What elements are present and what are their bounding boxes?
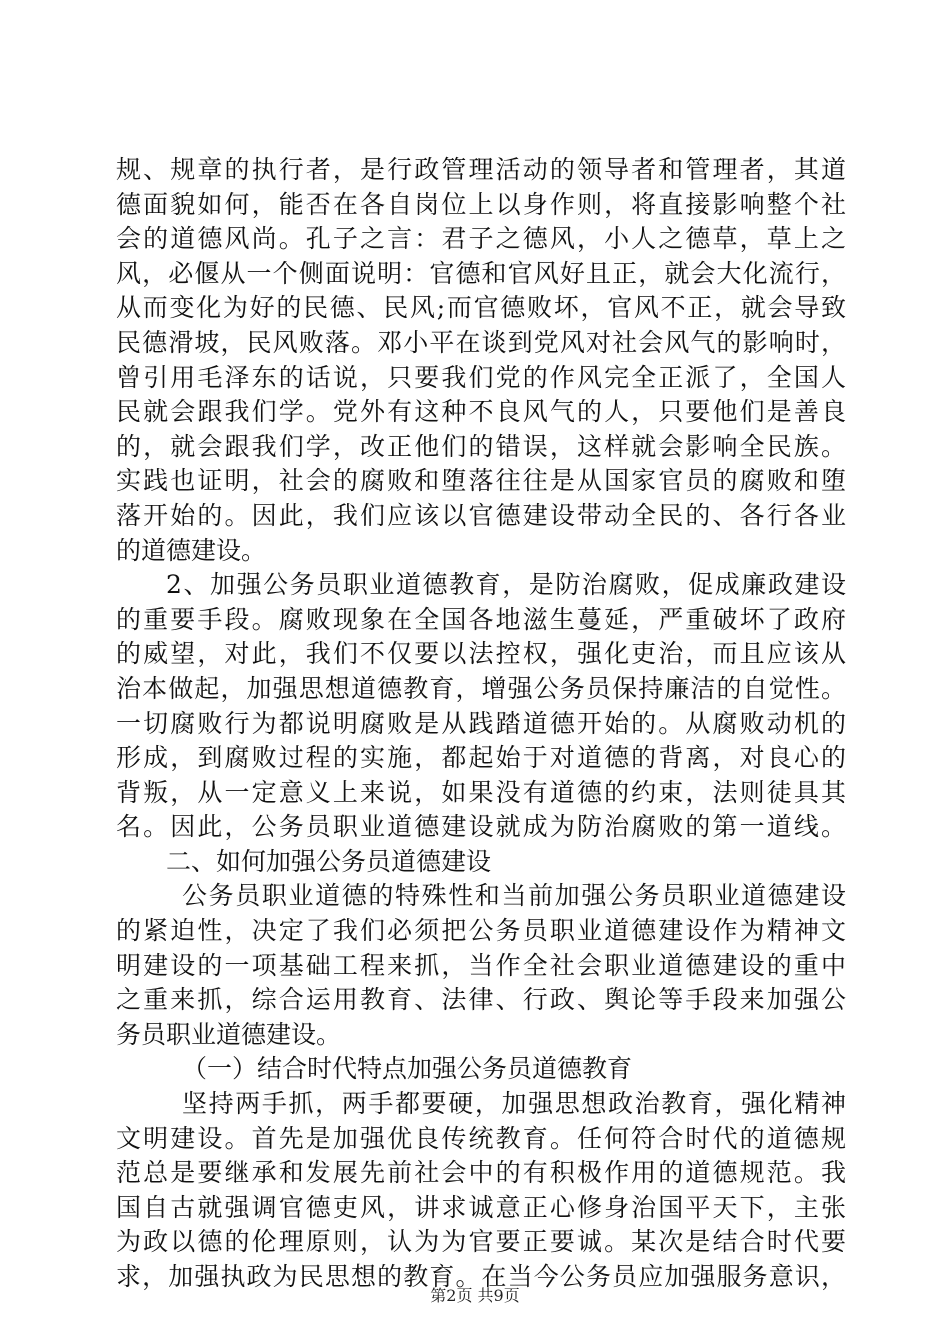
paragraph-start-line: 公务员职业道德的特殊性和当前加强公务员职业道德建设 bbox=[182, 881, 846, 911]
text-line: 曾引用毛泽东的话说，只要我们党的作风完全正派了，全国人 bbox=[116, 362, 846, 392]
text-line: 民德滑坡，民风败落。邓小平在谈到党风对社会风气的影响时， bbox=[116, 327, 846, 357]
text-line: 求，加强执政为民思想的教育。在当今公务员应加强服务意识， bbox=[116, 1262, 846, 1291]
text-line: 范总是要继承和发展先前社会中的有积极作用的道德规范。我 bbox=[116, 1158, 846, 1188]
text-line: 形成，到腐败过程的实施，都起始于对道德的背离，对良心的 bbox=[116, 743, 846, 773]
text-line: 落开始的。因此，我们应该以官德建设带动全民的、各行各业 bbox=[116, 500, 846, 530]
text-line: 一切腐败行为都说明腐败是从践踏道德开始的。从腐败动机的 bbox=[116, 708, 846, 738]
text-line: 背叛，从一定意义上来说，如果没有道德的约束，法则徒具其 bbox=[116, 777, 846, 807]
page-number-label: 第2页 共9页 bbox=[430, 1286, 520, 1305]
text-line: 风，必偃从一个侧面说明：官德和官风好且正，就会大化流行， bbox=[116, 258, 846, 288]
page-footer bbox=[0, 1286, 950, 1306]
text-line: 的道德建设。 bbox=[116, 535, 267, 565]
text-line: 从而变化为好的民德、民风;而官德败坏，官风不正，就会导致 bbox=[116, 293, 846, 323]
text-line: 民就会跟我们学。党外有这种不良风气的人，只要他们是善良 bbox=[116, 397, 846, 427]
text-line: 名。因此，公务员职业道德建设就成为防治腐败的第一道线。 bbox=[116, 812, 846, 842]
text-line: 的紧迫性，决定了我们必须把公务员职业道德建设作为精神文 bbox=[116, 916, 846, 946]
body-text bbox=[116, 153, 846, 1295]
text-line: 会的道德风尚。孔子之言：君子之德风，小人之德草，草上之 bbox=[116, 224, 846, 254]
text-line: 务员职业道德建设。 bbox=[116, 1019, 342, 1049]
text-line: 的，就会跟我们学，改正他们的错误，这样就会影响全民族。 bbox=[116, 431, 846, 461]
text-line: 文明建设。首先是加强优良传统教育。任何符合时代的道德规 bbox=[116, 1123, 846, 1153]
text-line: 为政以德的伦理原则，认为为官要正要诚。某次是结合时代要 bbox=[116, 1227, 846, 1257]
paragraph-start-line: 2、加强公务员职业道德教育，是防治腐败，促成廉政建设 bbox=[166, 570, 846, 600]
section-heading: 二、如何加强公务员道德建设 bbox=[166, 846, 492, 876]
text-line: 的威望，对此，我们不仅要以法控权，强化吏治，而且应该从 bbox=[116, 639, 846, 669]
text-line: 之重来抓，综合运用教育、法律、行政、舆论等手段来加强公 bbox=[116, 985, 846, 1015]
text-line: 德面貌如何，能否在各自岗位上以身作则，将直接影响整个社 bbox=[116, 189, 846, 219]
text-line: 治本做起，加强思想道德教育，增强公务员保持廉洁的自觉性。 bbox=[116, 673, 846, 703]
text-line: 的重要手段。腐败现象在全国各地滋生蔓延，严重破坏了政府 bbox=[116, 604, 846, 634]
text-line: 实践也证明，社会的腐败和堕落往往是从国家官员的腐败和堕 bbox=[116, 466, 846, 496]
subsection-heading: （一）结合时代特点加强公务员道德教育 bbox=[182, 1054, 633, 1084]
paragraph-start-line: 坚持两手抓，两手都要硬，加强思想政治教育，强化精神 bbox=[182, 1089, 846, 1119]
text-line: 明建设的一项基础工程来抓，当作全社会职业道德建设的重中 bbox=[116, 950, 846, 980]
text-line: 规、规章的执行者，是行政管理活动的领导者和管理者，其道 bbox=[116, 155, 846, 184]
text-line: 国自古就强调官德吏风，讲求诚意正心修身治国平天下，主张 bbox=[116, 1192, 846, 1222]
